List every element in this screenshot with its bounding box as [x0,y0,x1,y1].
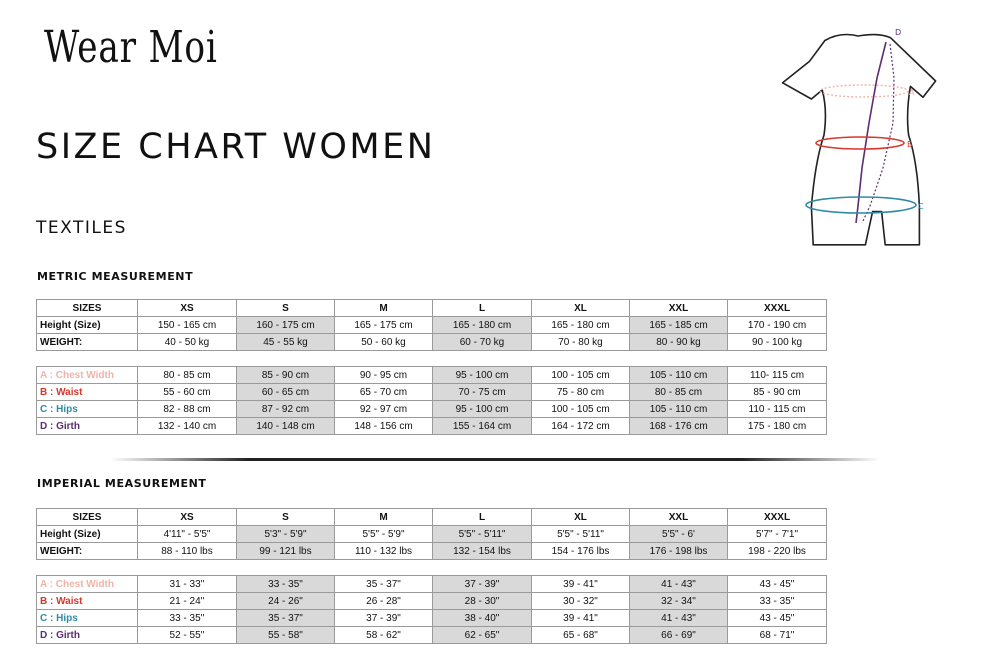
table-cell: 39 - 41" [532,610,630,627]
table-cell: 90 - 95 cm [335,367,433,384]
header-cell: M [335,300,433,317]
table-cell: 165 - 185 cm [630,317,728,334]
table-cell: 80 - 85 cm [630,384,728,401]
table-cell: 105 - 110 cm [630,367,728,384]
table-cell: 35 - 37" [335,576,433,593]
row-label: B : Waist [37,593,138,610]
table-row [37,610,827,627]
header-cell: SIZES [37,300,138,317]
table-cell: 40 - 50 kg [138,334,237,351]
table-cell: 5'7" - 7'1" [728,526,827,543]
table-cell: 95 - 100 cm [433,401,532,418]
table-cell: 37 - 39" [335,610,433,627]
table-row [37,576,827,593]
table-cell: 24 - 26" [237,593,335,610]
spacer-cell [37,560,827,576]
table-row [37,384,827,401]
spacer-cell [37,351,827,367]
table-cell: 198 - 220 lbs [728,543,827,560]
table-cell: 170 - 190 cm [728,317,827,334]
table-cell: 150 - 165 cm [138,317,237,334]
header-cell: XS [138,300,237,317]
table-cell: 165 - 180 cm [532,317,630,334]
table-cell: 66 - 69" [630,627,728,644]
girth-line-solid [856,42,886,223]
metric-heading: METRIC MEASUREMENT [37,270,194,283]
table-cell: 80 - 90 kg [630,334,728,351]
table-cell: 33 - 35" [237,576,335,593]
table-cell: 176 - 198 lbs [630,543,728,560]
table-cell: 87 - 92 cm [237,401,335,418]
row-label: Height (Size) [37,526,138,543]
table-cell: 82 - 88 cm [138,401,237,418]
table-cell: 31 - 33'' [138,576,237,593]
table-cell: 5'3" - 5'9" [237,526,335,543]
table-cell: 85 - 90 cm [237,367,335,384]
table-cell: 45 - 55 kg [237,334,335,351]
brand-logo: Wear Moi [44,22,218,73]
header-cell: SIZES [37,509,138,526]
table-cell: 30 - 32" [532,593,630,610]
table-cell: 33 - 35" [728,593,827,610]
row-label: B : Waist [37,384,138,401]
table-cell: 65 - 70 cm [335,384,433,401]
header-cell: XL [532,509,630,526]
table-row [37,543,827,560]
header-cell: XS [138,509,237,526]
table-cell: 4'11" - 5'5" [138,526,237,543]
row-label: WEIGHT: [37,543,138,560]
table-cell: 41 - 43" [630,610,728,627]
table-cell: 37 - 39" [433,576,532,593]
table-row [37,526,827,543]
table-cell: 26 - 28" [335,593,433,610]
table-cell: 165 - 180 cm [433,317,532,334]
table-cell: 70 - 80 kg [532,334,630,351]
table-cell: 110- 115 cm [728,367,827,384]
diagram-label-c: C [918,202,924,211]
table-row [37,317,827,334]
table-cell: 70 - 75 cm [433,384,532,401]
table-cell: 5'5" - 5'11" [532,526,630,543]
waist-marker [816,137,904,149]
spacer-row [37,351,827,367]
imperial-size-table [36,508,827,644]
table-header-row [37,300,827,317]
table-cell: 55 - 58" [237,627,335,644]
metric-size-table [36,299,827,435]
chest-marker [820,85,908,97]
page-title: SIZE CHART WOMEN [36,127,436,167]
table-cell: 65 - 68" [532,627,630,644]
table-cell: 32 - 34" [630,593,728,610]
table-cell: 100 - 105 cm [532,367,630,384]
table-cell: 100 - 105 cm [532,401,630,418]
table-cell: 90 - 100 kg [728,334,827,351]
row-label: A : Chest Width [37,367,138,384]
header-cell: XXXL [728,300,827,317]
table-cell: 52 - 55'' [138,627,237,644]
table-cell: 43 - 45" [728,610,827,627]
table-cell: 99 - 121 lbs [237,543,335,560]
table-cell: 110 - 115 cm [728,401,827,418]
spacer-row [37,560,827,576]
table-cell: 85 - 90 cm [728,384,827,401]
table-cell: 39 - 41" [532,576,630,593]
table-cell: 41 - 43" [630,576,728,593]
table-row [37,367,827,384]
row-label: WEIGHT: [37,334,138,351]
table-cell: 95 - 100 cm [433,367,532,384]
table-cell: 50 - 60 kg [335,334,433,351]
header-cell: S [237,509,335,526]
table-cell: 60 - 70 kg [433,334,532,351]
row-label: C : Hips [37,401,138,418]
table-cell: 110 - 132 lbs [335,543,433,560]
row-label: C : Hips [37,610,138,627]
table-cell: 75 - 80 cm [532,384,630,401]
table-cell: 38 - 40" [433,610,532,627]
table-cell: 164 - 172 cm [532,418,630,435]
table-cell: 80 - 85 cm [138,367,237,384]
table-row [37,334,827,351]
table-header-row [37,509,827,526]
table-cell: 168 - 176 cm [630,418,728,435]
header-cell: XL [532,300,630,317]
row-label: Height (Size) [37,317,138,334]
table-row [37,418,827,435]
body-measurement-diagram [770,18,940,268]
table-row [37,627,827,644]
header-cell: S [237,300,335,317]
table-cell: 88 - 110 lbs [138,543,237,560]
header-cell: M [335,509,433,526]
table-cell: 21 - 24'' [138,593,237,610]
table-cell: 160 - 175 cm [237,317,335,334]
row-label: A : Chest Width [37,576,138,593]
table-cell: 68 - 71" [728,627,827,644]
header-cell: L [433,509,532,526]
table-cell: 140 - 148 cm [237,418,335,435]
table-cell: 132 - 154 lbs [433,543,532,560]
table-cell: 58 - 62" [335,627,433,644]
header-cell: XXL [630,300,728,317]
header-cell: XXL [630,509,728,526]
table-cell: 175 - 180 cm [728,418,827,435]
row-label: D : Girth [37,418,138,435]
table-cell: 5'5" - 5'9" [335,526,433,543]
table-cell: 5'5" - 5'11" [433,526,532,543]
table-cell: 62 - 65" [433,627,532,644]
diagram-label-d: D [895,28,902,37]
hips-marker [806,197,916,213]
section-divider [110,458,880,461]
table-cell: 55 - 60 cm [138,384,237,401]
table-cell: 165 - 175 cm [335,317,433,334]
table-cell: 148 - 156 cm [335,418,433,435]
row-label: D : Girth [37,627,138,644]
table-row [37,401,827,418]
header-cell: L [433,300,532,317]
table-cell: 132 - 140 cm [138,418,237,435]
table-cell: 105 - 110 cm [630,401,728,418]
table-cell: 43 - 45" [728,576,827,593]
table-cell: 5'5" - 6' [630,526,728,543]
table-row [37,593,827,610]
diagram-label-b: B [907,140,913,149]
table-cell: 60 - 65 cm [237,384,335,401]
table-cell: 154 - 176 lbs [532,543,630,560]
table-cell: 92 - 97 cm [335,401,433,418]
header-cell: XXXL [728,509,827,526]
table-cell: 28 - 30" [433,593,532,610]
table-cell: 35 - 37" [237,610,335,627]
table-cell: 33 - 35'' [138,610,237,627]
table-cell: 155 - 164 cm [433,418,532,435]
page-subtitle: TEXTILES [36,218,127,238]
imperial-heading: IMPERIAL MEASUREMENT [37,477,207,490]
diagram-label-a: A [909,88,915,97]
